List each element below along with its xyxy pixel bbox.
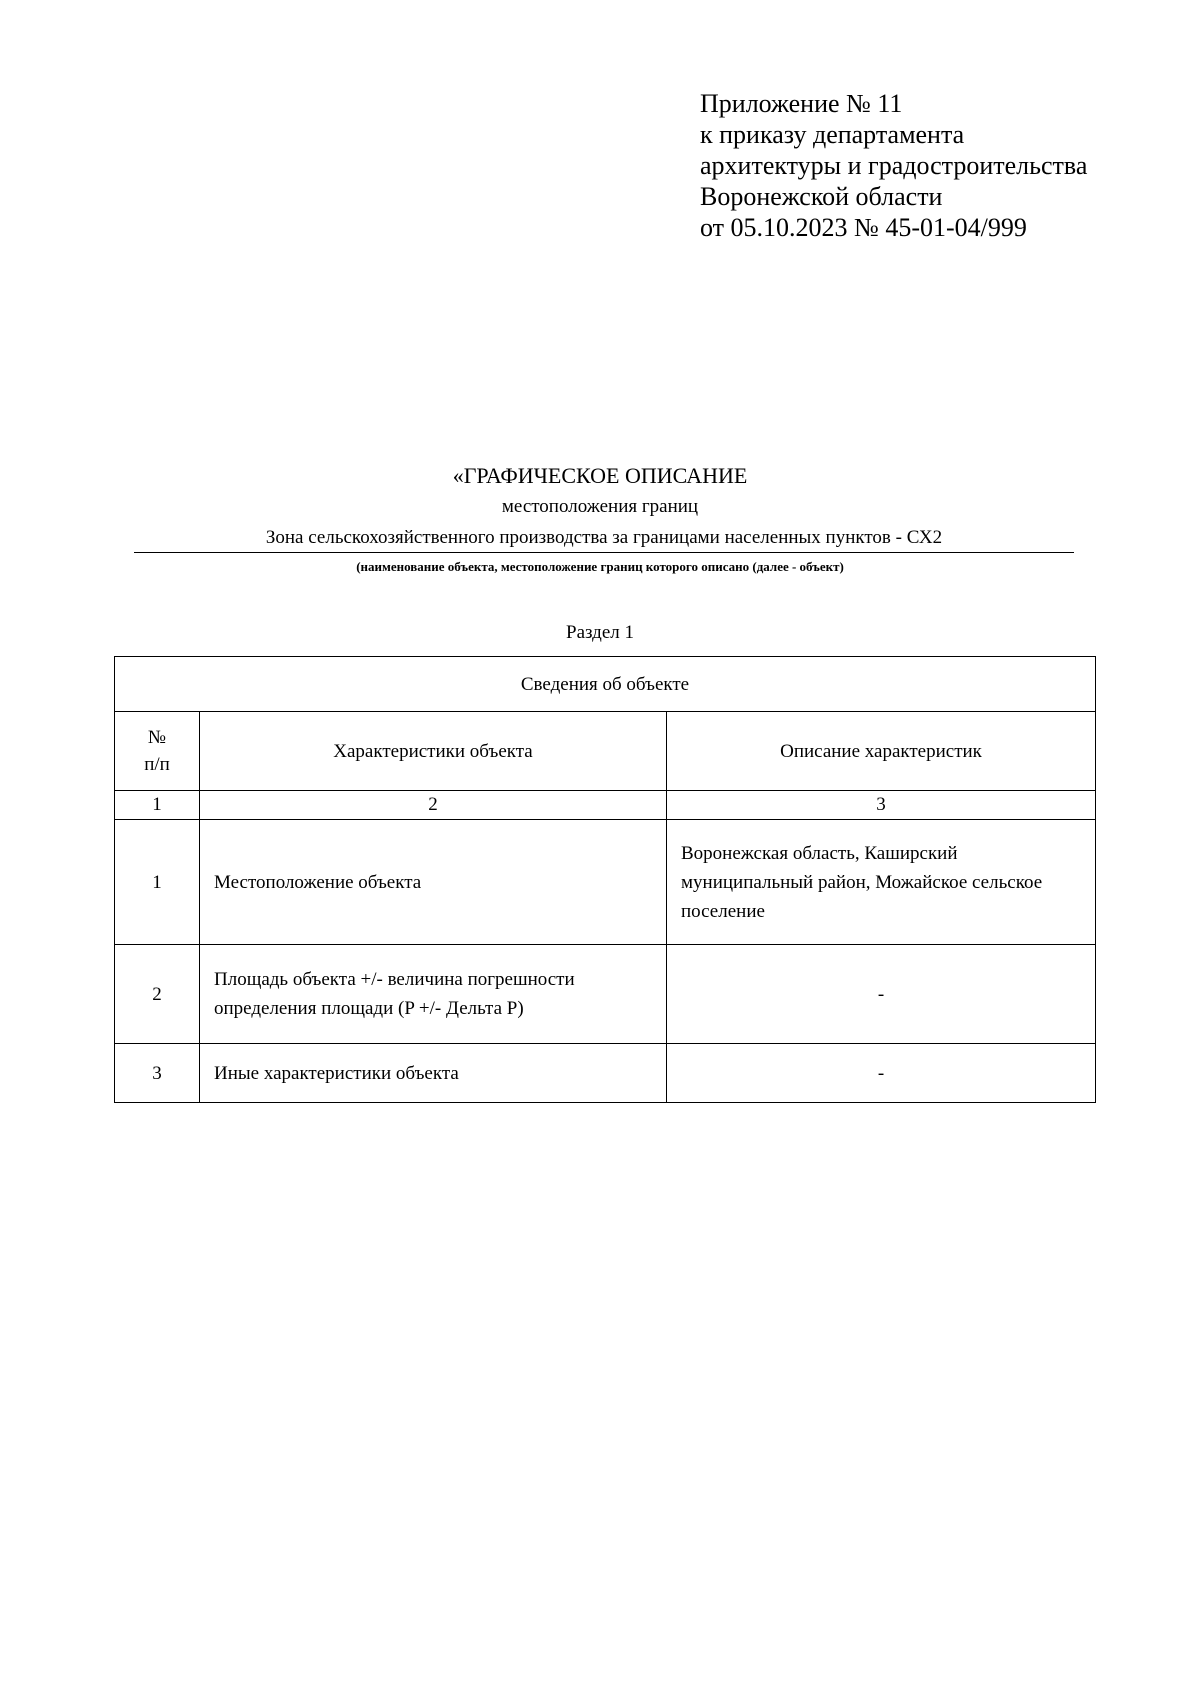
row-description: - [667, 945, 1096, 1044]
row-num: 3 [115, 1044, 200, 1103]
appendix-line: к приказу департамента [700, 120, 965, 149]
row-characteristic: Местоположение объекта [200, 820, 667, 945]
index-cell: 2 [200, 791, 667, 820]
appendix-line: Приложение № 11 [700, 89, 903, 118]
row-characteristic: Иные характеристики объекта [200, 1044, 667, 1103]
table-row [115, 820, 1096, 945]
appendix-line: архитектуры и градостроительства [700, 151, 1088, 180]
object-caption: (наименование объекта, местоположение границ которого описано (далее - объект) [356, 559, 844, 574]
appendix-line: от 05.10.2023 № 45-01-04/999 [700, 213, 1027, 242]
document-title [0, 462, 1200, 520]
row-num: 1 [115, 820, 200, 945]
row-description: - [667, 1044, 1096, 1103]
header-characteristic: Характеристики объекта [200, 712, 667, 791]
table-row [115, 945, 1096, 1044]
title-main: «ГРАФИЧЕСКОЕ ОПИСАНИЕ [452, 463, 748, 488]
header-num [115, 712, 200, 791]
table-row [115, 1044, 1096, 1103]
table-index-row [115, 791, 1096, 820]
appendix-block [700, 88, 1087, 243]
object-info-table [114, 656, 1096, 1103]
table-caption: Сведения об объекте [115, 657, 1096, 712]
row-characteristic: Площадь объекта +/- величина погрешности определения площади (P +/- Дельта P) [200, 945, 667, 1044]
row-num: 2 [115, 945, 200, 1044]
section-label: Раздел 1 [566, 622, 634, 643]
appendix-line: Воронежской области [700, 182, 943, 211]
header-num-line2: п/п [144, 754, 170, 775]
header-num-line1: № [147, 727, 167, 748]
index-cell: 3 [667, 791, 1096, 820]
title-sub: местоположения границ [501, 496, 699, 517]
index-cell: 1 [115, 791, 200, 820]
table-caption-row [115, 657, 1096, 712]
row-description: Воронежская область, Каширский муниципальный район, Можайское сельское поселение [667, 820, 1096, 945]
header-description: Описание характеристик [667, 712, 1096, 791]
table-header-row [115, 712, 1096, 791]
object-name: Зона сельскохозяйственного производства за границами населенных пунктов - СХ2 [134, 525, 1074, 553]
